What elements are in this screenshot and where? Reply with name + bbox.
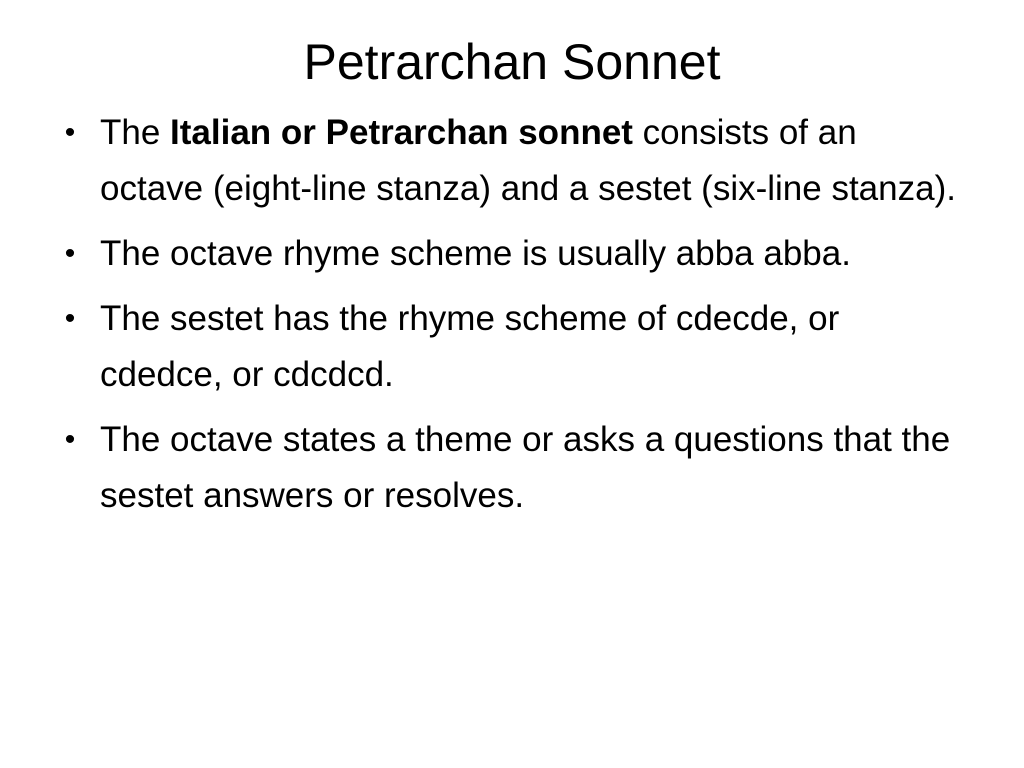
bullet-text: The sestet has the rhyme scheme of cdecde, or cdedce, or cdcdcd. [100, 299, 840, 394]
bullet-icon: • [64, 116, 76, 149]
bullet-text [100, 113, 956, 208]
bullet-item [60, 291, 960, 403]
bullet-text-part: consists of an octave (eight-line stanza) and a sestet (six-line stanza). [100, 113, 956, 208]
bullet-icon: • [64, 302, 76, 335]
bullet-item [60, 412, 960, 524]
bullet-item [60, 105, 960, 217]
bullet-text-part: The [100, 113, 171, 152]
bullet-list [60, 105, 960, 533]
bullet-item [60, 226, 960, 282]
slide-title: Petrarchan Sonnet [303, 34, 721, 90]
bullet-text: The octave states a theme or asks a questions that the sestet answers or resolves. [100, 420, 951, 515]
bullet-text-bold: Italian or Petrarchan sonnet [170, 113, 633, 152]
bullet-text: The octave rhyme scheme is usually abba abba. [100, 234, 851, 273]
bullet-icon: • [64, 237, 76, 270]
bullet-icon: • [64, 423, 76, 456]
